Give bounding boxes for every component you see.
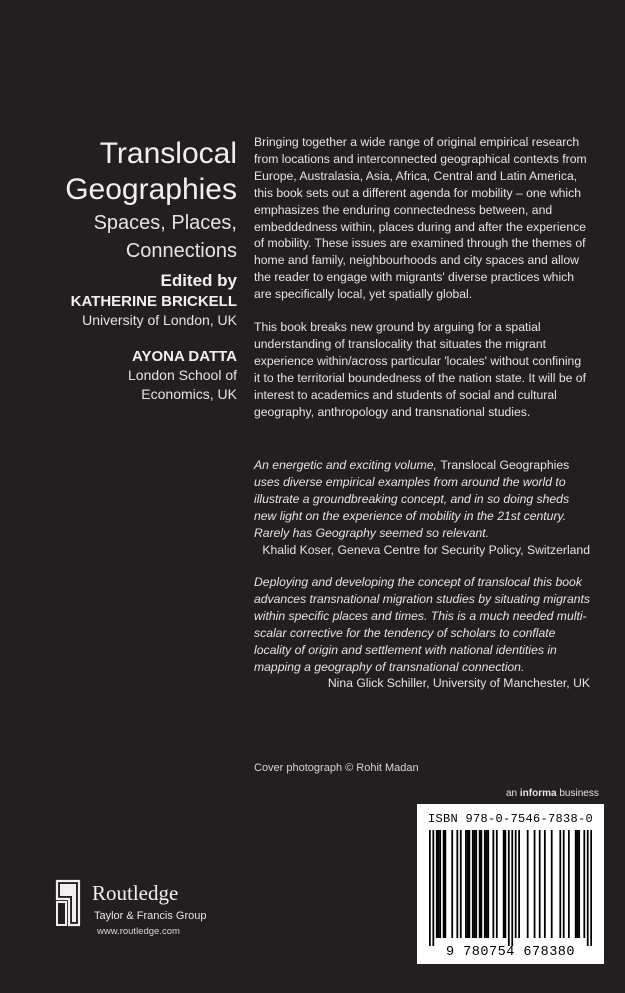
- barcode-bar: [468, 830, 470, 938]
- barcode-bar: [443, 830, 445, 938]
- barcode-bar: [508, 830, 510, 946]
- book-title-line-1: Translocal: [99, 137, 237, 170]
- barcode-bar: [577, 830, 579, 938]
- editor-name: AYONA DATTA: [132, 348, 237, 365]
- title-block: [20, 136, 237, 404]
- barcode-bar: [480, 830, 482, 938]
- barcode-bar: [465, 830, 467, 938]
- barcode-bar: [479, 830, 481, 938]
- endorsement-text: An energetic and exciting volume, Translocal Geographies uses diverse empirical examples from around the world to illustrate a groundbreaking concept, and in so doing sheds new light on the experience of mobility in the 21st century. Rarely has Geography seemed so relevant.: [254, 458, 570, 540]
- endorsement-attribution: Nina Glick Schiller, University of Manchester, UK: [327, 676, 590, 691]
- publisher-group: Taylor & Francis Group: [94, 910, 207, 922]
- barcode-bar: [563, 830, 565, 938]
- barcode-bar: [439, 830, 441, 938]
- barcode-bar: [474, 830, 476, 938]
- publisher-url: www.routledge.com: [97, 926, 180, 937]
- blurb-paragraph: This book breaks new ground by arguing for a spatial understanding of translocality that situates the migrant experience within/across particular 'locales' without confining it to the territorial boundedness of the nation state. It will be of interest to academics and students of social and cultural geography, anthropology and transnational studies.: [254, 320, 586, 419]
- barcode-bar: [496, 830, 498, 938]
- barcode-bar: [587, 830, 589, 946]
- barcode-bar: [432, 830, 434, 946]
- barcode-bar: [460, 830, 462, 938]
- editor-affiliation: London School of: [128, 367, 237, 383]
- barcode-bar: [559, 830, 561, 938]
- endorsement: [254, 574, 590, 692]
- barcode-bar: [527, 830, 529, 938]
- endorsement-attribution: Khalid Koser, Geneva Centre for Security Policy, Switzerland: [262, 542, 590, 557]
- barcode-bar: [590, 830, 592, 946]
- barcode-bar: [583, 830, 585, 938]
- barcode-bar: [486, 830, 488, 938]
- cover-credit: Cover photograph © Rohit Madan: [254, 762, 419, 774]
- barcode-bar: [551, 830, 553, 938]
- barcode-bar: [436, 830, 438, 938]
- endorsement: [254, 457, 590, 558]
- barcode-bar: [511, 830, 513, 946]
- editor-affiliation: University of London, UK: [82, 312, 237, 328]
- barcode-bar: [438, 830, 440, 938]
- barcode-bars: [429, 830, 592, 946]
- barcode-bar: [504, 830, 506, 938]
- isbn-barcode: [417, 804, 604, 964]
- routledge-logo-icon: [55, 879, 81, 927]
- edited-by-label: Edited by: [160, 271, 237, 290]
- book-subtitle-line-2: Connections: [125, 240, 237, 262]
- publisher-name: Routledge: [92, 881, 179, 905]
- informa-tagline: an informa business: [506, 788, 599, 799]
- barcode-bar: [515, 830, 517, 938]
- barcode-bar: [503, 830, 505, 938]
- blurb-paragraph: Bringing together a wide range of original empirical research from locations and interconnected geographical contexts from Europe, Australasia, Asia, Africa, Central and Latin America, this book sets out a different agenda for mobility – one which emphasizes the enduring connectedness between, and embeddedness within, places during and after the experience of mobility. These issues are examined through the themes of home and family, neighbourhoods and city spaces and allow the reader to engage with migrants' diverse practices which are specifically local, yet spatially global.: [254, 135, 587, 302]
- editor-name: KATHERINE BRICKELL: [70, 293, 237, 310]
- barcode-bar: [472, 830, 474, 938]
- barcode-bar: [578, 830, 580, 938]
- barcode-bar: [429, 830, 431, 946]
- barcode-bar: [575, 830, 577, 938]
- barcode-bar: [467, 830, 469, 938]
- barcode-bar: [451, 830, 453, 938]
- barcode-bar: [456, 830, 458, 938]
- barcode-bar: [487, 830, 489, 938]
- editor-affiliation: Economics, UK: [141, 386, 237, 402]
- endorsement-book-title: Translocal Geographies: [440, 458, 570, 472]
- barcode-bar: [492, 830, 494, 938]
- blurb: [254, 134, 590, 421]
- ean-digits: 9 780754 678380: [445, 945, 576, 960]
- barcode-bar: [444, 830, 446, 938]
- book-title-line-2: Geographies: [65, 173, 237, 206]
- barcode-bar: [484, 830, 486, 938]
- barcode-bar: [534, 830, 536, 938]
- barcode-bar: [518, 830, 520, 938]
- book-subtitle-line-1: Spaces, Places,: [93, 212, 237, 234]
- barcode-bar: [475, 830, 477, 938]
- endorsement-text: Deploying and developing the concept of translocal this book advances transnational migration studies by situating migrants within specific places and times. This is a much needed multi-scalar corrective for the tendency of scholars to conflate locality of origin and settlement with national identities in mapping a geography of transnational connection.: [254, 575, 591, 674]
- barcode-bar: [544, 830, 546, 938]
- barcode-bar: [539, 830, 541, 938]
- barcode-bar: [568, 830, 570, 938]
- isbn-number: ISBN 978-0-7546-7838-0: [427, 812, 594, 826]
